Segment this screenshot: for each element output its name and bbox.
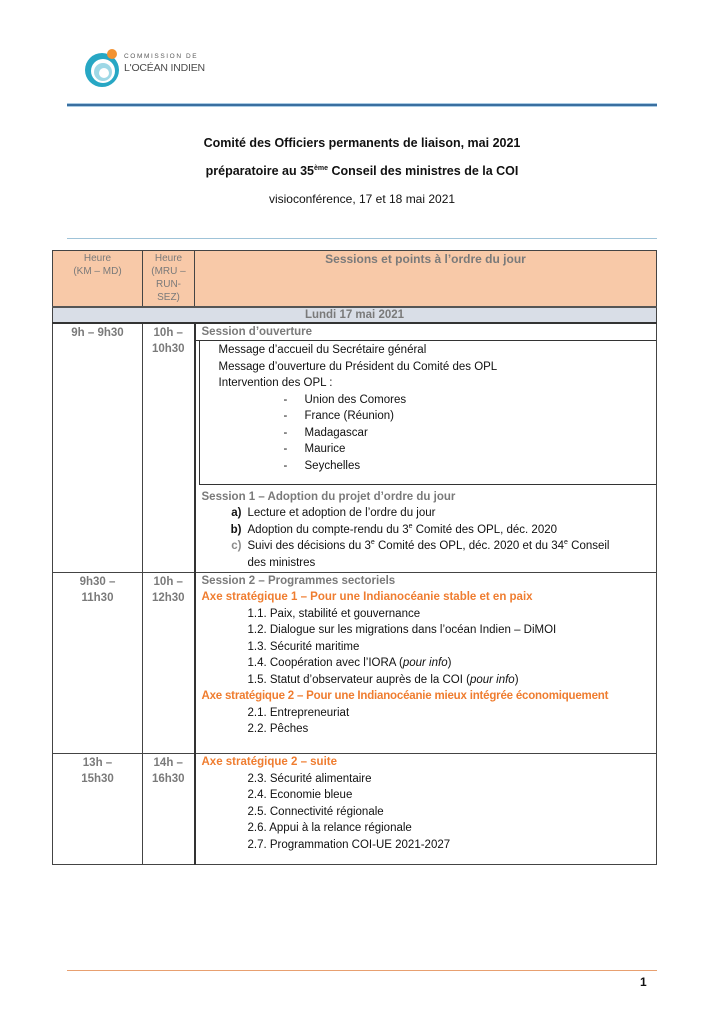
table-header-row — [53, 251, 657, 308]
agenda-item — [196, 672, 657, 689]
time-mru — [143, 323, 195, 573]
col1-l2: (KM – MD) — [73, 266, 122, 277]
dash-bullet: - — [283, 410, 288, 422]
agenda-item: 2.3. Sécurité alimentaire — [247, 772, 372, 785]
sessions-cell — [195, 573, 657, 754]
agenda-item — [196, 522, 657, 539]
page-number: 1 — [640, 975, 647, 989]
agenda-item: 2.7. Programmation COI-UE 2021-2027 — [247, 838, 451, 851]
country-item — [200, 441, 657, 458]
country-item — [200, 408, 657, 425]
subtitle-rule — [67, 238, 657, 239]
item-letter: a) — [231, 507, 242, 519]
time-km-md — [53, 323, 143, 573]
item-sup: e — [408, 522, 413, 530]
item-note: pour info — [469, 673, 515, 686]
day-label: Lundi 17 mai 2021 — [53, 307, 657, 323]
item-text: Suivi des décisions du 3 — [247, 540, 371, 552]
time-km-line2: 15h30 — [81, 773, 114, 785]
list-item: Message d’accueil du Secrétaire général — [218, 344, 427, 356]
col2-l3: RUN- SEZ) — [156, 279, 181, 303]
agenda-item: 2.6. Appui à la relance régionale — [247, 822, 412, 834]
item-letter: b) — [230, 523, 242, 536]
country-item — [200, 458, 657, 475]
sessions-cell — [195, 323, 657, 573]
item-text: Comité des OPL, déc. 2020 et du 34 — [374, 540, 565, 552]
agenda-item — [196, 505, 657, 522]
agenda-table — [52, 250, 657, 865]
axe-title: Axe stratégique 2 – suite — [201, 756, 337, 768]
country-item — [200, 425, 657, 442]
title-line2-pre: préparatoire au 35 — [205, 164, 315, 178]
time-mru-line2: 16h30 — [151, 773, 185, 785]
doc-title-line1: Comité des Officiers permanents de liaison, mai 2021 — [203, 136, 521, 150]
footer-rule — [67, 970, 657, 971]
logo-text-line1: COMMISSION DE — [124, 53, 199, 60]
sessions-cell — [195, 754, 657, 865]
agenda-item: 2.5. Connectivité régionale — [247, 805, 384, 818]
item-text: 1.5. Statut d’observateur auprès de la COI ( — [247, 673, 470, 686]
agenda-item: 2.1. Entrepreneuriat — [247, 706, 350, 719]
time-km-md — [53, 573, 143, 754]
time-km-line2: 11h30 — [81, 592, 114, 604]
table-row — [53, 754, 657, 865]
time-mru — [143, 573, 195, 754]
col2-l1: Heure — [154, 253, 183, 264]
country-name: Maurice — [304, 443, 346, 455]
dash-bullet: - — [283, 459, 288, 472]
agenda-item — [196, 655, 657, 672]
country-item — [200, 392, 657, 409]
item-text: Adoption du compte-rendu du 3 — [247, 523, 409, 536]
table-row — [53, 323, 657, 573]
item-text: Lecture et adoption de l’ordre du jour — [247, 507, 436, 519]
country-name: Union des Comores — [304, 393, 407, 406]
logo-text-line2: L'OCÉAN INDIEN — [124, 62, 205, 74]
session-title: Session d’ouverture — [196, 324, 657, 341]
table-row — [53, 573, 657, 754]
item-sup: e — [370, 539, 375, 546]
agenda-item — [196, 538, 657, 555]
session-title: Session 2 – Programmes sectoriels — [201, 575, 396, 587]
item-text: ) — [514, 673, 519, 686]
axe-title: Axe stratégique 1 – Pour une Indianocéanie stable et en paix — [201, 591, 533, 603]
item-sup: e — [564, 539, 568, 546]
agenda-item: 1.1. Paix, stabilité et gouvernance — [247, 607, 421, 620]
agenda-item-continuation: des ministres — [247, 556, 316, 569]
header-rule — [67, 104, 657, 106]
country-name: France (Réunion) — [304, 410, 394, 422]
item-text: 1.4. Coopération avec l’IORA ( — [247, 657, 403, 669]
title-line2-sup: ème — [314, 165, 329, 172]
agenda-item: 2.4. Economie bleue — [247, 789, 353, 801]
item-text: ) — [447, 657, 452, 669]
session1-title: Session 1 – Adoption du projet d’ordre du jour — [201, 491, 456, 503]
time-km-md — [53, 754, 143, 865]
time-mru-line1: 14h – — [153, 757, 183, 769]
item-text: Conseil — [567, 540, 610, 552]
day-row — [53, 307, 657, 323]
time-mru-line2: 12h30 — [151, 592, 185, 604]
item-note: pour info — [402, 657, 448, 669]
doc-title-line2 — [0, 164, 724, 178]
agenda-item: 2.2. Pêches — [247, 723, 309, 735]
dash-bullet: - — [283, 443, 288, 455]
item-letter: c) — [231, 540, 242, 552]
col-header-km-md — [53, 251, 143, 308]
col2-l2: (MRU – — [151, 266, 186, 277]
col-header-sessions: Sessions et points à l’ordre du jour — [195, 251, 657, 308]
time-km-line1: 9h – 9h30 — [71, 327, 124, 339]
time-km-line1: 9h30 – — [79, 576, 116, 588]
coi-logo — [84, 46, 244, 92]
time-mru-line1: 10h – — [153, 327, 183, 339]
dash-bullet: - — [283, 393, 288, 406]
agenda-item: 1.2. Dialogue sur les migrations dans l’océan Indien – DiMOI — [247, 624, 557, 636]
coi-logo-mark-icon — [84, 46, 122, 90]
time-km-line1: 13h – — [82, 757, 113, 769]
agenda-item: 1.3. Sécurité maritime — [247, 640, 360, 653]
country-name: Seychelles — [304, 459, 361, 472]
axe-title: Axe stratégique 2 – Pour une Indianocéanie mieux intégrée économiquement — [201, 690, 609, 702]
time-mru-line2: 10h30 — [151, 343, 185, 355]
item-text: Comité des OPL, déc. 2020 — [412, 523, 557, 536]
col-header-mru-run-sez — [143, 251, 195, 308]
list-item: Intervention des OPL : — [218, 377, 333, 389]
session1-block — [196, 485, 657, 572]
country-name: Madagascar — [304, 426, 368, 439]
dash-bullet: - — [283, 426, 288, 439]
doc-subtitle: visioconférence, 17 et 18 mai 2021 — [268, 192, 456, 206]
time-mru — [143, 754, 195, 865]
col1-l1: Heure — [83, 253, 112, 264]
opening-block — [199, 341, 657, 485]
time-mru-line1: 10h – — [153, 576, 183, 588]
list-item: Message d’ouverture du Président du Comité des OPL — [218, 360, 498, 373]
title-line2-post: Conseil des ministres de la COI — [328, 164, 519, 178]
